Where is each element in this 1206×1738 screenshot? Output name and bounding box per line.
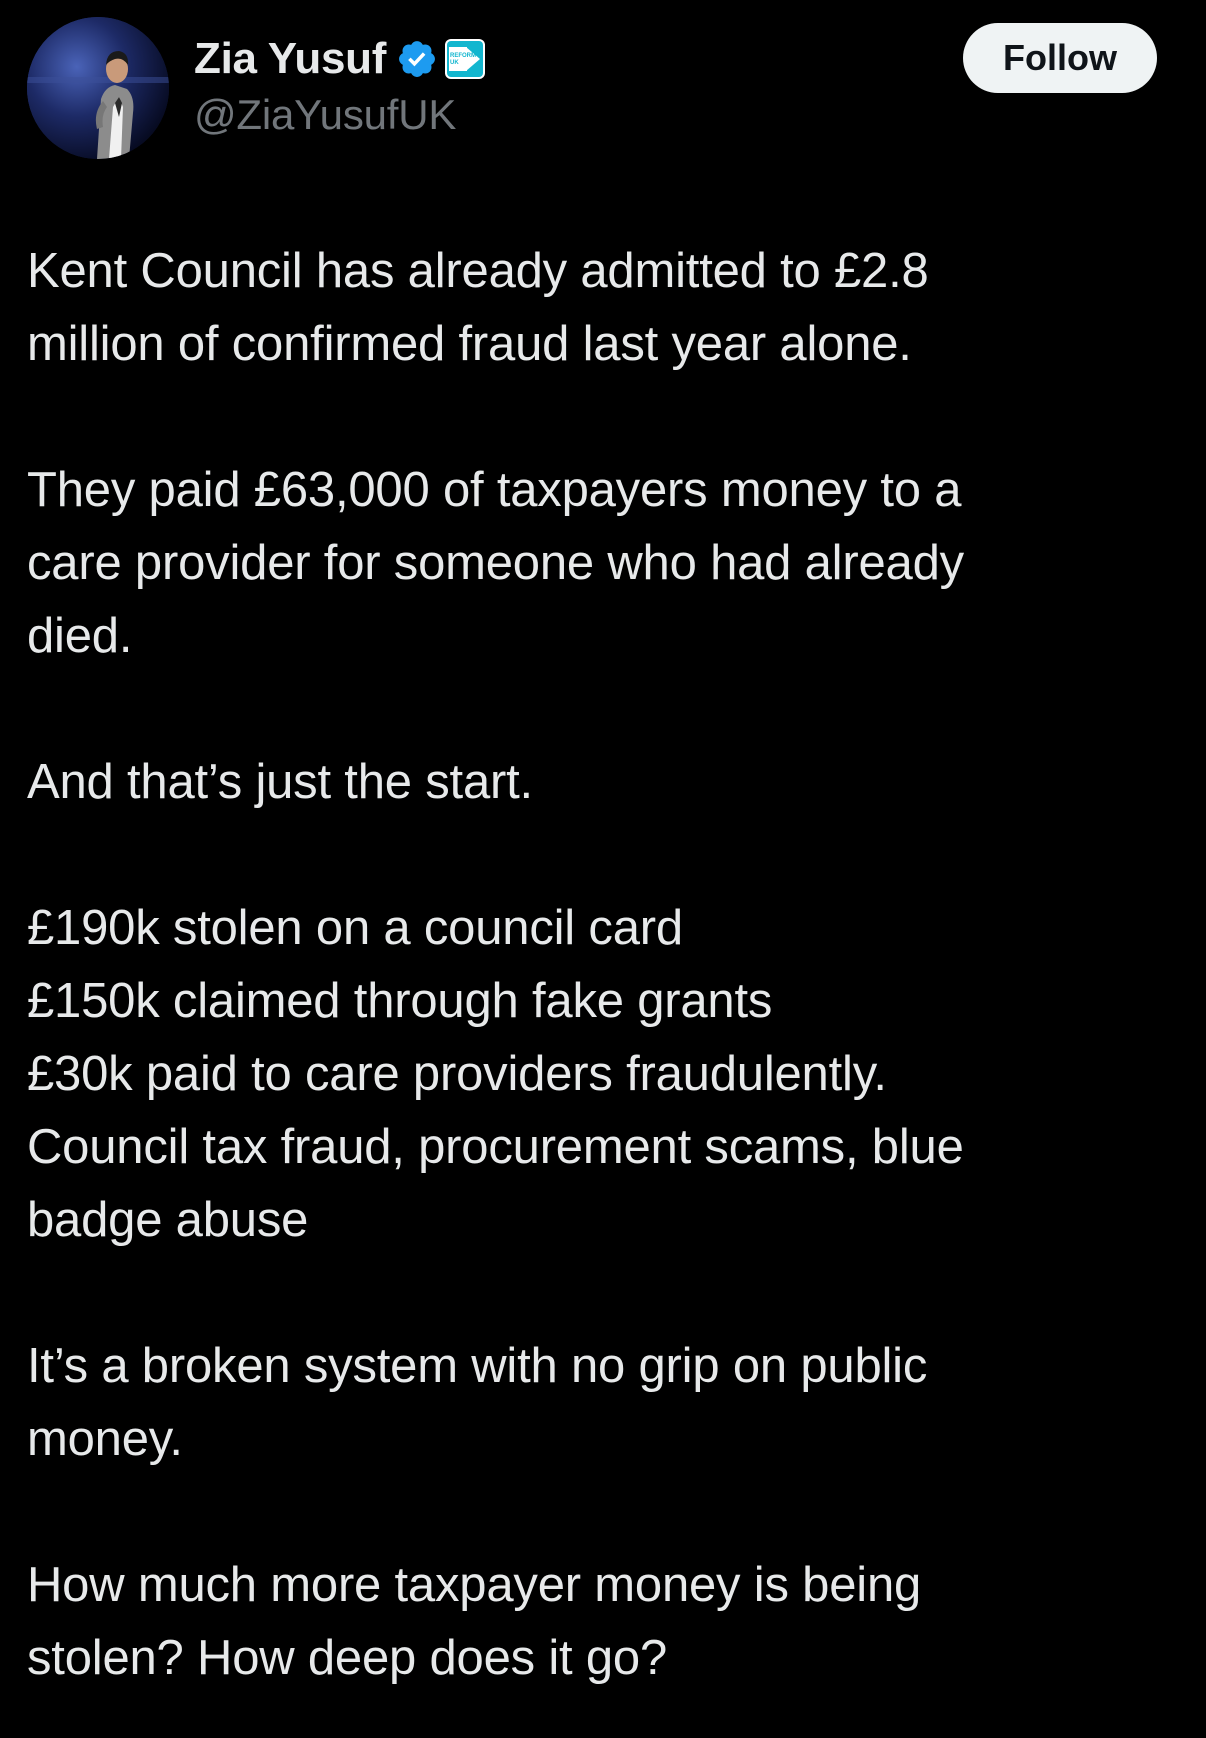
- tweet-line: million of confirmed fraud last year alone.: [27, 317, 912, 371]
- avatar-image: [27, 17, 169, 159]
- svg-text:UK: UK: [450, 60, 459, 66]
- tweet-paragraph: [27, 1549, 1167, 1695]
- tweet-line: They paid £63,000 of taxpayers money to a: [27, 463, 962, 517]
- tweet-paragraph: [27, 892, 1167, 1257]
- tweet-header: [27, 17, 1157, 159]
- tweet-line: Council tax fraud, procurement scams, blue: [27, 1120, 964, 1174]
- author-name-row: [194, 29, 486, 89]
- tweet-paragraph: [27, 454, 1167, 673]
- svg-text:REFORM: REFORM: [450, 53, 477, 59]
- tweet-paragraph: [27, 1330, 1167, 1476]
- tweet-line: £30k paid to care providers fraudulently.: [27, 1047, 887, 1101]
- tweet-line: care provider for someone who had already: [27, 536, 964, 590]
- tweet-paragraph: [27, 235, 1167, 381]
- tweet-line: And that’s just the start.: [27, 755, 533, 809]
- author-block: [194, 29, 486, 139]
- tweet-line: died.: [27, 609, 133, 663]
- author-display-name[interactable]: Zia Yusuf: [194, 34, 387, 83]
- tweet-line: Kent Council has already admitted to £2.8: [27, 244, 929, 298]
- tweet-text: [27, 235, 1167, 1695]
- tweet-line: How much more taxpayer money is being: [27, 1558, 922, 1612]
- tweet-line: badge abuse: [27, 1193, 309, 1247]
- tweet-line: It’s a broken system with no grip on public: [27, 1339, 928, 1393]
- tweet-line: stolen? How deep does it go?: [27, 1631, 668, 1685]
- author-handle[interactable]: @ZiaYusufUK: [194, 91, 457, 138]
- tweet-line: £150k claimed through fake grants: [27, 974, 773, 1028]
- verified-check-icon[interactable]: [396, 38, 438, 80]
- reform-uk-badge-icon[interactable]: [444, 38, 486, 80]
- tweet-line: £190k stolen on a council card: [27, 901, 683, 955]
- avatar[interactable]: [27, 17, 169, 159]
- tweet-paragraph: [27, 746, 1167, 819]
- follow-button[interactable]: Follow: [963, 23, 1157, 93]
- tweet-line: money.: [27, 1412, 183, 1466]
